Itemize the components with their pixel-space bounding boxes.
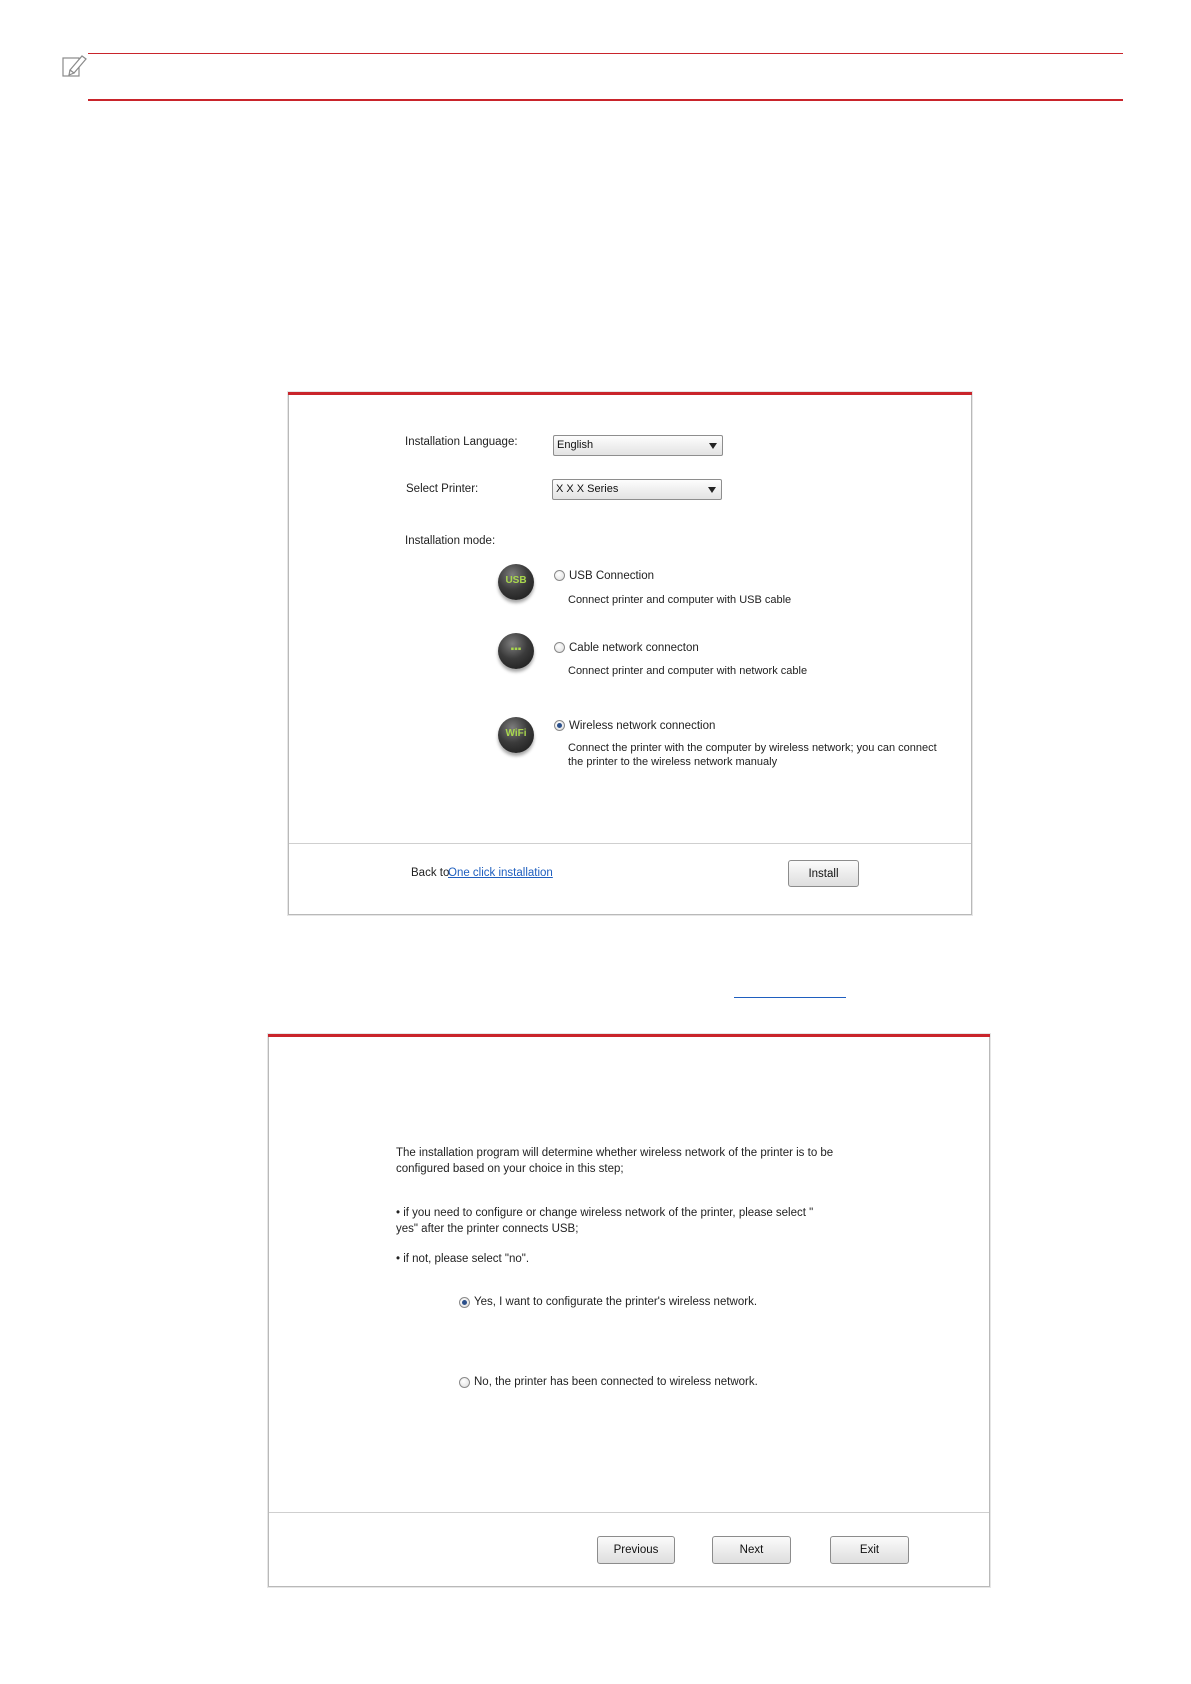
next-button[interactable]: Next	[712, 1536, 791, 1564]
installation-dialog	[288, 392, 972, 915]
wireless-network-radio[interactable]	[554, 720, 565, 731]
dialog-footer-separator	[289, 843, 971, 844]
back-to-label: Back to	[411, 867, 450, 879]
no-configure-radio[interactable]	[459, 1377, 470, 1388]
printer-label: Select Printer:	[406, 483, 479, 495]
yes-configure-radio[interactable]	[459, 1297, 470, 1308]
intro-line-1: The installation program will determine whether wireless network of the printer is to be	[396, 1147, 834, 1159]
install-button[interactable]: Install	[788, 860, 859, 887]
header-rule-bottom	[88, 99, 1123, 101]
wireless-network-desc-line2: the printer to the wireless network manualy	[568, 756, 778, 768]
network-icon: ▪▪▪	[498, 633, 534, 669]
note-pencil-icon	[61, 52, 89, 80]
usb-icon: USB	[498, 564, 534, 600]
dialog-accent-bar	[288, 392, 972, 395]
language-select[interactable]	[553, 435, 723, 456]
usb-connection-title[interactable]: USB Connection	[569, 570, 655, 582]
printer-select[interactable]	[552, 479, 722, 500]
previous-button[interactable]: Previous	[597, 1536, 675, 1564]
cable-network-title[interactable]: Cable network connecton	[569, 642, 699, 654]
one-click-installation-link[interactable]: One click installation	[448, 867, 553, 879]
wireless-network-desc-line1: Connect the printer with the computer by wireless network; you can connect	[568, 742, 937, 754]
chevron-down-icon	[708, 487, 716, 493]
dialog-footer-separator	[269, 1512, 989, 1513]
wireless-network-title[interactable]: Wireless network connection	[569, 720, 716, 732]
exit-button[interactable]: Exit	[830, 1536, 909, 1564]
language-select-value: English	[557, 439, 594, 451]
intro-line-2: configured based on your choice in this step;	[396, 1163, 624, 1175]
dialog-accent-bar	[268, 1034, 990, 1037]
bullet-yes-line-2: yes" after the printer connects USB;	[396, 1223, 579, 1235]
no-configure-label[interactable]: No, the printer has been connected to wireless network.	[474, 1376, 758, 1388]
bullet-no: • if not, please select "no".	[396, 1253, 530, 1265]
yes-configure-label[interactable]: Yes, I want to configurate the printer's wireless network.	[474, 1296, 758, 1308]
wireless-config-dialog	[268, 1034, 990, 1587]
chevron-down-icon	[709, 443, 717, 449]
installation-mode-label: Installation mode:	[405, 535, 496, 547]
cable-network-radio[interactable]	[554, 642, 565, 653]
printer-select-value: X X X Series	[556, 483, 619, 495]
usb-connection-desc: Connect printer and computer with USB cable	[568, 594, 792, 606]
header-rule-top	[88, 53, 1123, 54]
usb-connection-radio[interactable]	[554, 570, 565, 581]
bullet-yes-line-1: • if you need to configure or change wireless network of the printer, please select "	[396, 1207, 814, 1219]
language-label: Installation Language:	[405, 436, 518, 448]
cable-network-desc: Connect printer and computer with network cable	[568, 665, 808, 677]
link-underline	[734, 997, 846, 998]
wifi-icon: WiFi	[498, 717, 534, 753]
